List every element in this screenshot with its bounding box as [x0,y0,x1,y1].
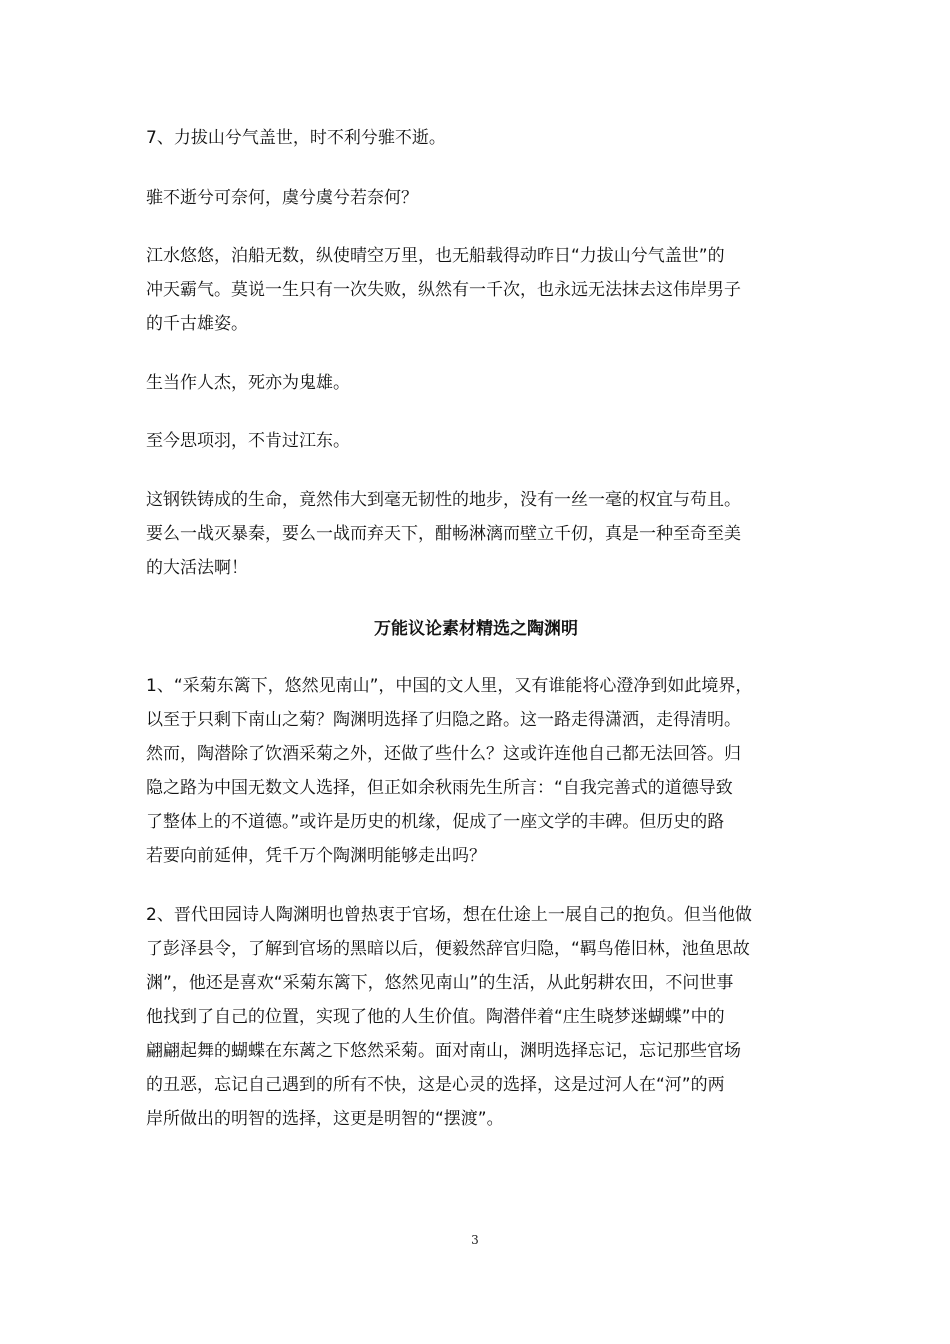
section-heading: 万能议论素材精选之陶渊明 [374,619,578,639]
paragraph-line: 要么一战灭暴秦，要么一战而弃天下，酣畅淋漓而壁立千仞，真是一种至奇至美 [146,524,741,544]
paragraph-line: 骓不逝兮可奈何，虞兮虞兮若奈何？ [146,188,418,208]
paragraph-line: 渊”，他还是喜欢“采菊东篱下，悠然见南山”的生活，从此躬耕农田，不问世事 [146,973,734,993]
paragraph-line: 1、“采菊东篱下，悠然见南山”，中国的文人里，又有谁能将心澄净到如此境界， [146,676,753,696]
paragraph-line: 的大活法啊！ [146,558,248,578]
paragraph-line: 以至于只剩下南山之菊？陶渊明选择了归隐之路。这一路走得潇洒，走得清明。 [146,710,741,730]
paragraph-line: 若要向前延伸，凭千万个陶渊明能够走出吗？ [146,846,486,866]
paragraph-line: 他找到了自己的位置，实现了他的人生价值。陶潜伴着“庄生晓梦迷蝴蝶”中的 [146,1007,725,1027]
paragraph-line: 了整体上的不道德。”或许是历史的机缘，促成了一座文学的丰碑。但历史的路 [146,812,725,832]
paragraph-line: 7、力拔山兮气盖世，时不利兮骓不逝。 [146,128,446,148]
paragraph-line: 然而，陶潜除了饮酒采菊之外，还做了些什么？这或许连他自己都无法回答。归 [146,744,741,764]
paragraph-line: 翩翩起舞的蝴蝶在东蓠之下悠然采菊。面对南山，渊明选择忘记，忘记那些官场 [146,1041,741,1061]
paragraph-line: 2、晋代田园诗人陶渊明也曾热衷于官场，想在仕途上一展自己的抱负。但当他做 [146,905,752,925]
paragraph-line: 至今思项羽，不肯过江东。 [146,431,350,451]
paragraph-line: 冲天霸气。莫说一生只有一次失败，纵然有一千次，也永远无法抹去这伟岸男子 [146,280,741,300]
paragraph-line: 的千古雄姿。 [146,314,248,334]
paragraph-line: 这钢铁铸成的生命，竟然伟大到毫无韧性的地步，没有一丝一毫的权宜与苟且。 [146,490,741,510]
paragraph-line: 的丑恶，忘记自己遇到的所有不快，这是心灵的选择，这是过河人在“河”的两 [146,1075,725,1095]
paragraph-line: 隐之路为中国无数文人选择，但正如余秋雨先生所言：“自我完善式的道德导致 [146,778,733,798]
paragraph-line: 生当作人杰，死亦为鬼雄。 [146,373,350,393]
paragraph-line: 了彭泽县令，了解到官场的黑暗以后，便毅然辞官归隐，“羁鸟倦旧林，池鱼思故 [146,939,750,959]
paragraph-line: 江水悠悠，泊船无数，纵使晴空万里，也无船载得动昨日“力拔山兮气盖世”的 [146,246,725,266]
page-number: 3 [471,1233,479,1247]
paragraph-line: 岸所做出的明智的选择，这更是明智的“摆渡”。 [146,1109,504,1129]
